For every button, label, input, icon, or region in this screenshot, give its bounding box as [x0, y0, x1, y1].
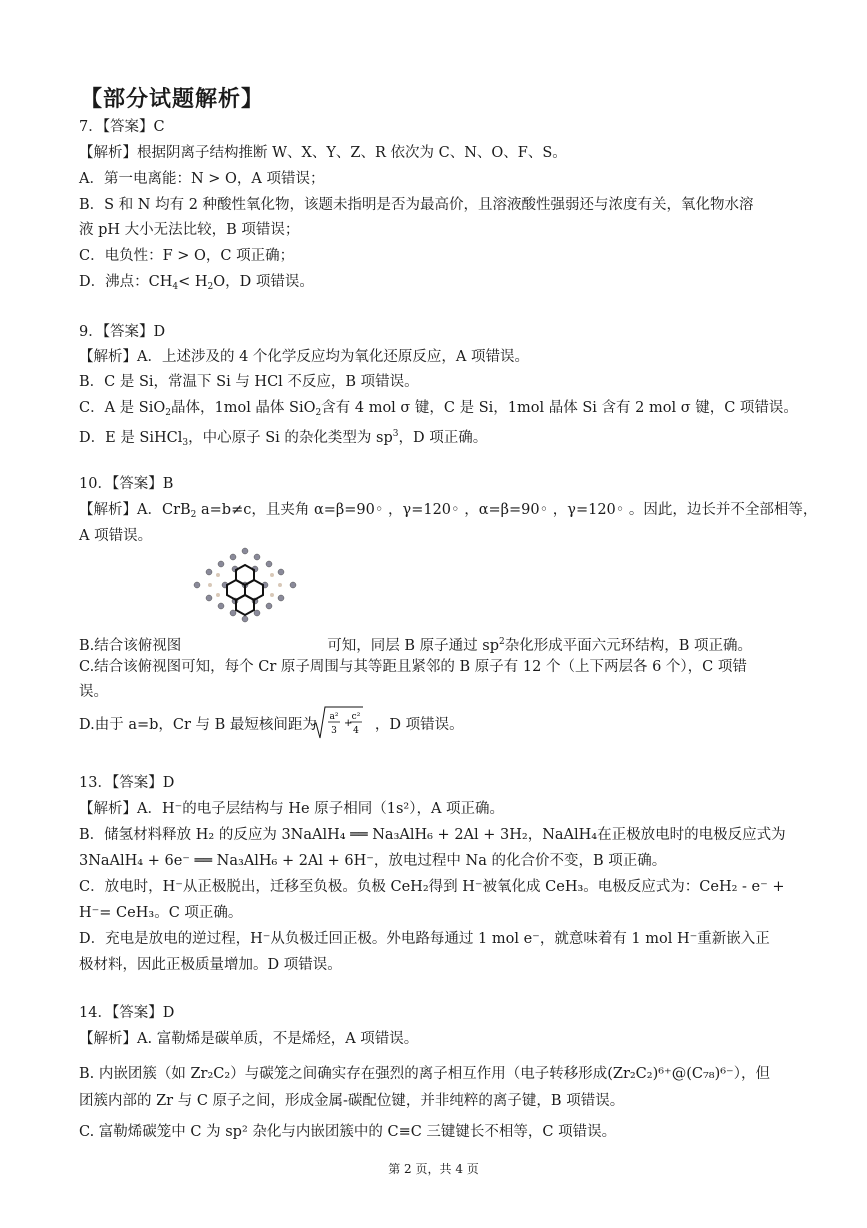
sqrt-numerator-c: c² — [351, 712, 361, 722]
q13-option-d-line1: D．充电是放电的逆过程，H⁻从负极迁回正极。外电路每通过 1 mol e⁻，就意味着有 1 mol H⁻重新嵌入正 — [79, 931, 770, 947]
q14-option-a: 【解析】A. 富勒烯是碳单质，不是烯烃，A 项错误。 — [79, 1031, 419, 1047]
q13-option-d-line2: 极材料，因此正极质量增加。D 项错误。 — [79, 957, 342, 973]
q10-option-b: B.结合该俯视图 可知，同层 B 原子通过 $sp^2$杂化形成平面六元环结构，B 项正确。 — [79, 637, 752, 654]
crb2-top-view-figure — [180, 545, 310, 625]
q10-option-a-line2: A 项错误。 — [79, 528, 153, 544]
svg-text:+: + — [344, 718, 353, 729]
q10-option-c-line2: 误。 — [79, 684, 108, 700]
q10-option-a-line1: 【解析】A．CrB$_2$ a=b≠c，且夹角 α=β=90◦ ，γ=120◦ ，α=β=90◦ ，γ=120◦ 。因此，边长并不全部相等， — [79, 502, 818, 520]
q7-answer: 7．【答案】C — [79, 119, 165, 135]
q9-answer: 9．【答案】D — [79, 324, 166, 340]
q13-option-c-line2: H⁻= CeH₃。C 项正确。 — [79, 905, 243, 921]
q13-answer: 13．【答案】D — [79, 775, 175, 791]
q7-analysis: 【解析】根据阴离子结构推断 W、X、Y、Z、R 依次为 C、N、O、F、S。 — [79, 145, 567, 161]
q14-option-b-line1: B. 内嵌团簇（如 Zr₂C₂）与碳笼之间确实存在强烈的离子相互作用（电子转移形成(Zr₂C₂)⁶⁺@(C₇₈)⁶⁻），但 — [79, 1066, 770, 1082]
section-heading: 【部分试题解析】 — [80, 87, 265, 112]
q14-option-c: C. 富勒烯碳笼中 C 为 sp² 杂化与内嵌团簇中的 C≡C 三键键长不相等，C 项错误。 — [79, 1124, 617, 1140]
sqrt-numerator-a: a² — [329, 712, 339, 722]
q13-option-a: 【解析】A．H⁻的电子层结构与 He 原子相同（1s²），A 项正确。 — [79, 801, 505, 817]
q9-option-b: B．C 是 Si，常温下 Si 与 HCl 不反应，B 项错误。 — [79, 374, 419, 390]
q13-option-b-line2: 3NaAlH₄ + 6e⁻ ══ Na₃AlH₆ + 2Al + 6H⁻，放电过程中 Na 的化合价不变，B 项正确。 — [79, 853, 667, 869]
q14-option-b-line2: 团簇内部的 Zr 与 C 原子之间，形成金属-碳配位键，并非纯粹的离子键，B 项错误。 — [79, 1093, 625, 1109]
page-footer: 第 2 页，共 4 页 — [388, 1162, 479, 1176]
sqrt-denominator-4: 4 — [353, 726, 359, 736]
sqrt-denominator-3: 3 — [331, 726, 337, 736]
q9-option-c: C．A 是 SiO$_2$晶体，1mol 晶体 SiO$_2$含有 4 mol σ 键，C 是 Si，1mol 晶体 Si 含有 2 mol σ 键，C 项错误。 — [79, 400, 798, 418]
q7-option-b-line1: B．S 和 N 均有 2 种酸性氧化物，该题未指明是否为最高价，且溶液酸性强弱还与浓度有关，氧化物水溶 — [79, 197, 754, 213]
q13-option-c-line1: C．放电时，H⁻从正极脱出，迁移至负极。负极 CeH₂得到 H⁻被氧化成 CeH₃。电极反应式为：CeH₂ - e⁻ + — [79, 879, 785, 895]
q9-analysis: 【解析】A．上述涉及的 4 个化学反应均为氧化还原反应，A 项错误。 — [79, 349, 529, 365]
q9-option-d: D．E 是 SiHCl$_3$，中心原子 Si 的杂化类型为 $sp^3$，D 项正确。 — [79, 429, 488, 448]
q7-option-d: D．沸点：$CH_4< H_2O$，D 项错误。 — [79, 274, 314, 292]
q10-option-d: D.由于 a=b，Cr 与 B 最短核间距为 ，D 项错误。 — [79, 717, 464, 733]
q7-option-a: A．第一电离能：N > O，A 项错误； — [79, 171, 325, 187]
q13-option-b-line1: B．储氢材料释放 H₂ 的反应为 3NaAlH₄ ══ Na₃AlH₆ + 2Al + 3H₂，NaAlH₄在正极放电时的电极反应式为 — [79, 827, 786, 843]
q14-answer: 14．【答案】D — [79, 1005, 175, 1021]
q10-option-c-line1: C.结合该俯视图可知，每个 Cr 原子周围与其等距且紧邻的 B 原子有 12 个（上下两层各 6 个），C 项错 — [79, 659, 747, 675]
q10-answer: 10．【答案】B — [79, 476, 174, 492]
q7-option-c: C．电负性：F > O，C 项正确； — [79, 248, 295, 264]
q7-option-b-line2: 液 pH 大小无法比较，B 项错误； — [79, 222, 300, 238]
sqrt-expression — [312, 705, 364, 741]
